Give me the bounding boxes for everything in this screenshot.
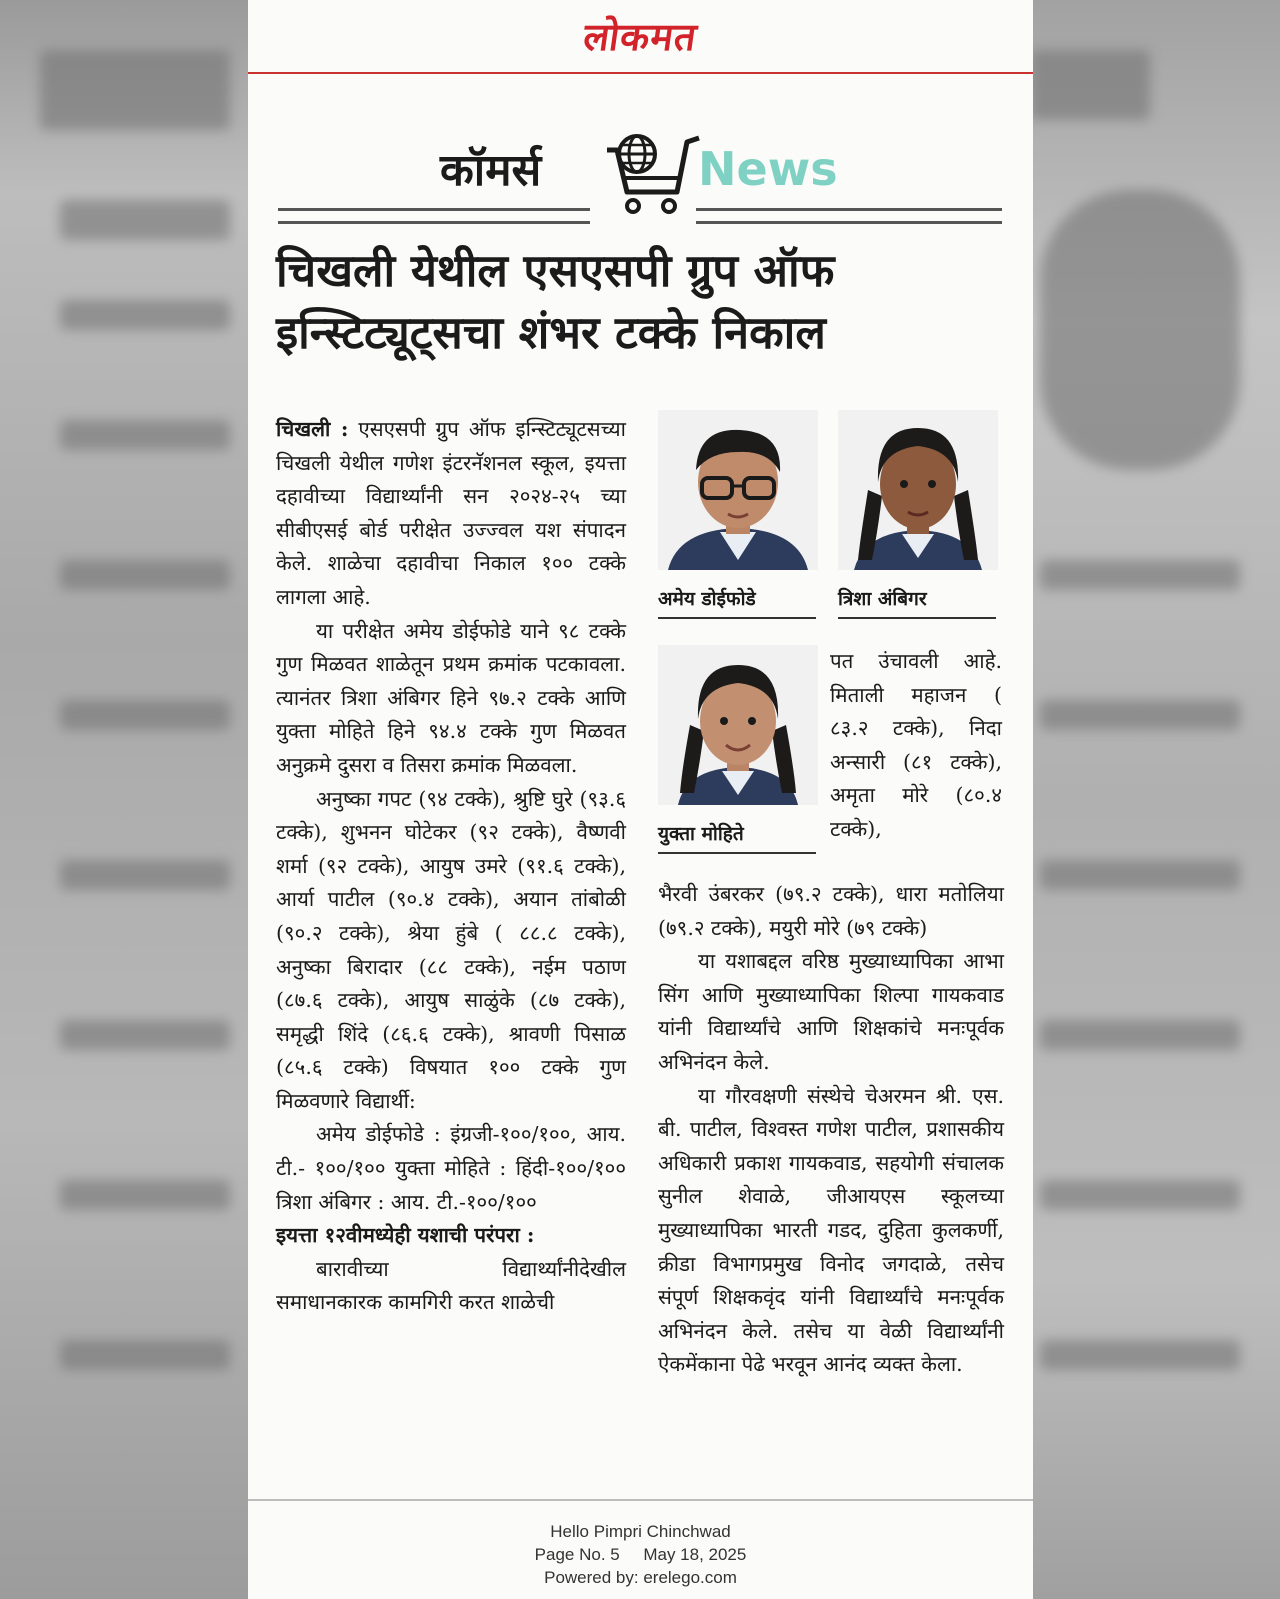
- section-rule-right: [696, 208, 1002, 224]
- article-column-left: [276, 413, 626, 1320]
- page-footer: [248, 1520, 1033, 1589]
- footer-page-date: Page No. 5 May 18, 2025: [534, 1545, 747, 1564]
- section-rule-left: [278, 208, 590, 224]
- article-paragraph: [276, 413, 626, 615]
- article-column-right-bottom: [658, 878, 1004, 1382]
- student-portrait: [838, 410, 998, 570]
- article-paragraph: या गौरवक्षणी संस्थेचे चेअरमन श्री. एस. बी. पाटील, विश्वस्त गणेश पाटील, प्रशासकीय अधिकारी प्रकाश गायकवाड, सहयोगी संचालक सुनील शेवाळे, जीआयएस स्कूलच्या मुख्याध्यापिका भारती गडद, दुहिता कुलकर्णी, क्रीडा विभागप्रमुख विनोद जगदाळे, तसेच संपूर्ण शिक्षकवृंद यांनी विद्यार्थ्यांचे मनःपूर्वक अभिनंदन केले. तसेच या वेळी विद्यार्थ्यांनी ऐकमेंकाना पेढे भरवून आनंद व्यक्त केला.: [658, 1083, 1004, 1377]
- publication-logo: लोकमत: [580, 15, 701, 59]
- article-paragraph: या परीक्षेत अमेय डोईफोडे याने ९८ टक्के गुण मिळवत शाळेतून प्रथम क्रमांक पटकावला. त्यानंतर त्रिशा अंबिगर हिने ९७.२ टक्के आणि युक्ता मोहिते हिने ९४.४ टक्के गुण मिळवत अनुक्रमे दुसरा व तिसरा क्रमांक मिळवला.: [276, 618, 626, 777]
- paragraph-text: एसएसपी ग्रुप ऑफ इन्स्टिट्यूटसच्या चिखली येथील गणेश इंटरनॅशनल स्कूल, इयत्ता दहावीच्या विद्यार्थ्यांनी सन २०२४-२५ च्या सीबीएसई बोर्ड परीक्षेत उज्ज्वल यश संपादन केले. शाळेचा दहावीचा निकाल १०० टक्के लागला आहे.: [276, 417, 626, 609]
- article-dateline: चिखली :: [276, 417, 349, 441]
- blurred-background-right: [1010, 0, 1280, 1599]
- article-paragraph: बारावीच्या विद्यार्थ्यांनीदेखील समाधानकारक कामगिरी करत शाळेची: [276, 1256, 626, 1315]
- photo-caption: अमेय डोईफोडे: [658, 585, 816, 619]
- section-news-label: News: [698, 142, 838, 196]
- article-subheading: इयत्ता १२वीमध्येही यशाची परंपरा :: [276, 1223, 535, 1248]
- article-paragraph: भैरवी उंबरकर (७९.२ टक्के), धारा मतोलिया (७९.२ टक्के), मयुरी मोरे (७९ टक्के): [658, 882, 1004, 940]
- article-paragraph: अनुष्का गपट (९४ टक्के), श्रुष्टि घुरे (९३.६ टक्के), शुभनन घोटेकर (९२ टक्के), वैष्णवी शर्मा (९२ टक्के), आयुष उमरे (९१.६ टक्के), आर्या पाटील (९०.४ टक्के), अयान तांबोळी (९०.२ टक्के), श्रेया हुंबे ( ८८.८ टक्के), अनुष्का बिरादार (८८ टक्के), नईम पठाण (८७.६ टक्के), आयुष साळुंके (८७ टक्के), समृद्धी शिंदे (८६.६ टक्के), श्रावणी पिसाळ (८५.६ टक्के) विषयात १०० टक्के गुण मिळवणारे विद्यार्थी:: [276, 786, 626, 1113]
- student-portrait: [658, 645, 818, 805]
- photo-student-3: [658, 645, 818, 805]
- globe-cart-icon: [603, 128, 703, 218]
- page-bottom-rule: [248, 1499, 1033, 1501]
- photo-student-1: [658, 410, 818, 570]
- article-paragraph: पत उंचावली आहे. मिताली महाजन ( ८३.२ टक्के), निदा अन्सारी (८१ टक्के), अमृता मोरे (८०.४ टक्के),: [830, 649, 1002, 841]
- photo-student-2: [838, 410, 998, 570]
- article-paragraph: अमेय डोईफोडे : इंग्रजी-१००/१००, आय. टी.- १००/१०० युक्ता मोहिते : हिंदी-१००/१०० त्रिशा अंबिगर : आय. टी.-१००/१००: [276, 1122, 626, 1214]
- article-column-right-top: [830, 645, 1002, 847]
- section-title: कॉमर्स: [440, 145, 542, 196]
- masthead: [248, 0, 1033, 74]
- footer-edition: Hello Pimpri Chinchwad: [550, 1522, 731, 1541]
- blurred-background-left: [0, 0, 248, 1599]
- student-portrait: [658, 410, 818, 570]
- section-header: [248, 128, 1033, 220]
- article-paragraph: या यशाबद्दल वरिष्ठ मुख्याध्यापिका आभा सिंग आणि मुख्याध्यापिका शिल्पा गायकवाड यांनी विद्यार्थ्यांचे आणि शिक्षकांचे मनःपूर्वक अभिनंदन केले.: [658, 949, 1004, 1074]
- photo-caption: युक्ता मोहिते: [658, 820, 816, 854]
- photo-caption: त्रिशा अंबिगर: [838, 585, 996, 619]
- newspaper-page: [248, 0, 1033, 1599]
- footer-powered-by: Powered by: erelego.com: [544, 1568, 737, 1587]
- article-headline: चिखली येथील एसएसपी ग्रुप ऑफ इन्स्टिट्यूट्सचा शंभर टक्के निकाल: [276, 244, 835, 359]
